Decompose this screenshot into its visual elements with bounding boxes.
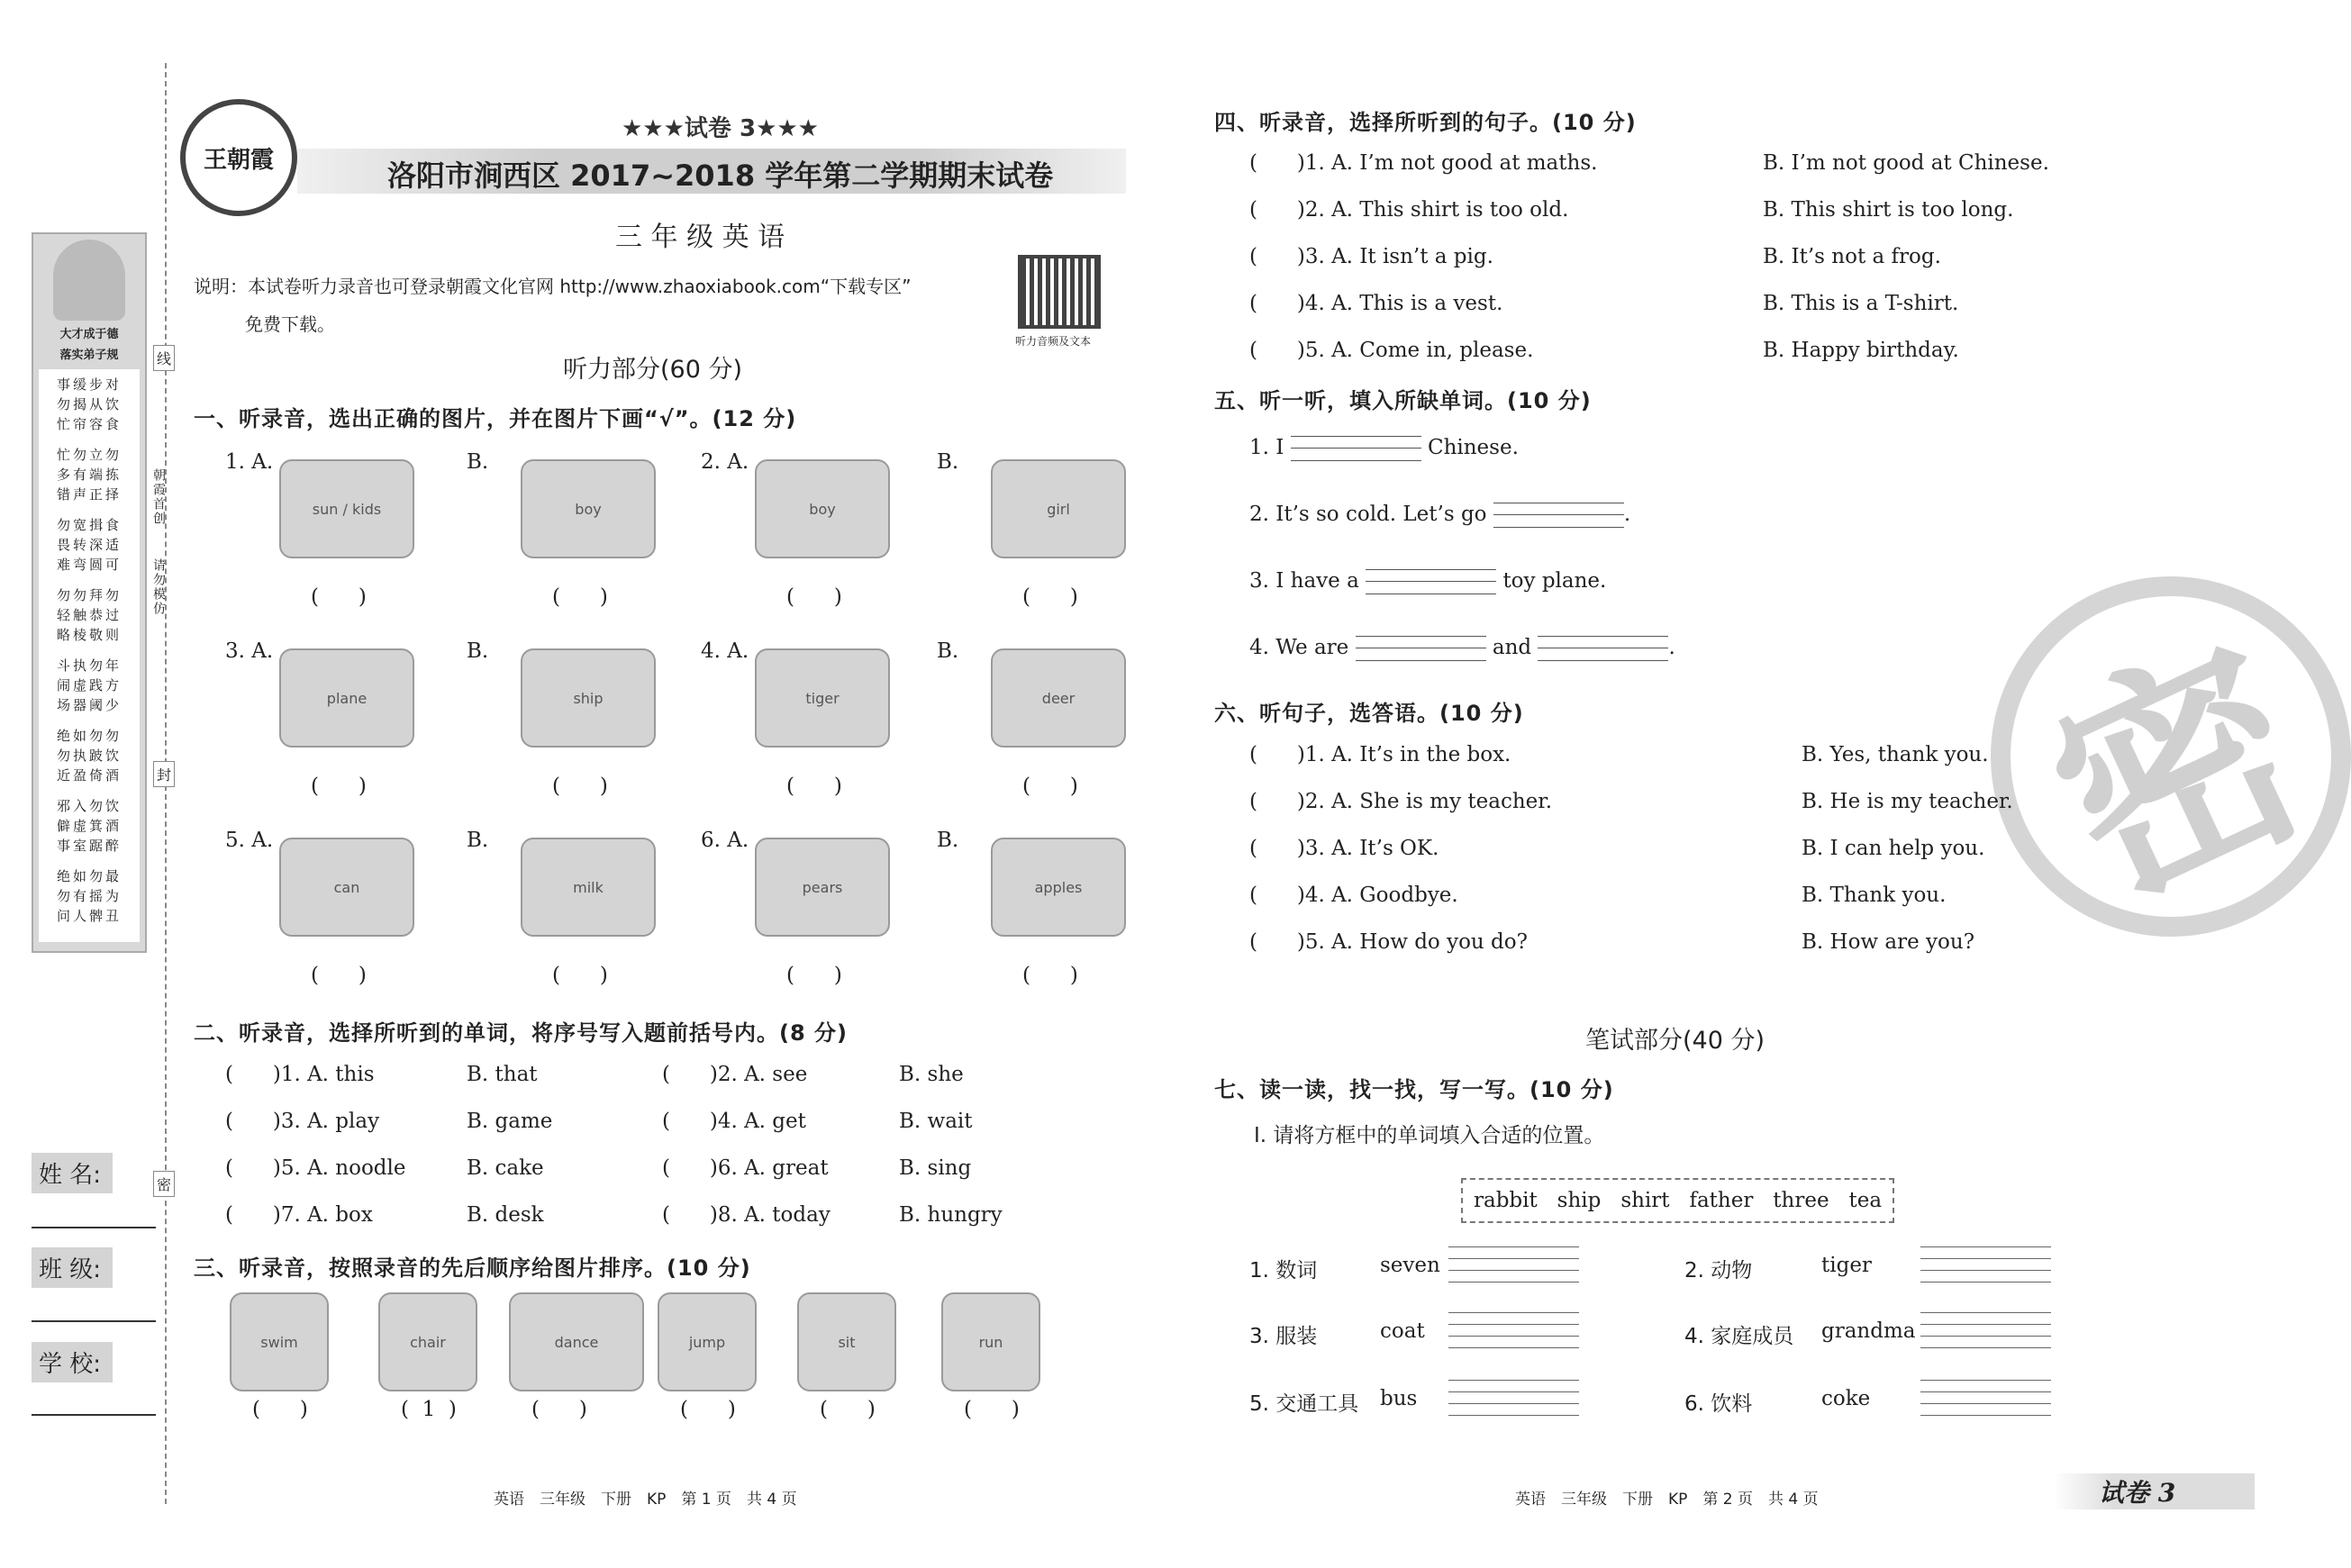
section-2-title: 二、听录音，选择所听到的单词，将序号写入题前括号内。(8 分) bbox=[194, 1020, 848, 1046]
fill-3-blank[interactable] bbox=[1366, 569, 1496, 594]
s7-category: 2. 动物 bbox=[1684, 1259, 1753, 1282]
s4-option-b: B. This is a T-shirt. bbox=[1763, 292, 1959, 315]
s1-picture: deer bbox=[991, 648, 1126, 748]
s1-picture: milk bbox=[521, 838, 656, 937]
s4-option-a[interactable]: ( )5. A. Come in, please. bbox=[1249, 339, 1534, 362]
s4-option-a[interactable]: ( )4. A. This is a vest. bbox=[1249, 292, 1503, 315]
s2-item[interactable]: ( )6. A. great bbox=[662, 1156, 829, 1180]
s1-label: B. bbox=[467, 829, 489, 852]
s1-label: 5. A. bbox=[225, 829, 274, 852]
school-field[interactable] bbox=[32, 1414, 156, 1416]
fill-4-text: 4. We are bbox=[1249, 636, 1349, 659]
s2-item[interactable]: ( )8. A. today bbox=[662, 1203, 831, 1227]
s1-label: B. bbox=[467, 450, 489, 474]
s6-option-b: B. How are you? bbox=[1802, 930, 1975, 954]
poem-line: 勿勿拜勿 bbox=[56, 587, 122, 603]
s3-order-bracket[interactable]: ( 1 ) bbox=[401, 1398, 457, 1421]
s1-label: 4. A. bbox=[701, 639, 749, 663]
s1-answer-bracket[interactable]: ( ) bbox=[786, 964, 842, 987]
s1-label: B. bbox=[467, 639, 489, 663]
s4-option-b: B. It’s not a frog. bbox=[1763, 245, 1941, 268]
s3-picture: swim bbox=[230, 1292, 329, 1391]
poem-line: 畏转深适 bbox=[56, 537, 122, 553]
s6-option-b: B. Thank you. bbox=[1802, 884, 1947, 907]
s1-picture: boy bbox=[755, 459, 890, 558]
s4-option-b: B. Happy birthday. bbox=[1763, 339, 1959, 362]
s1-answer-bracket[interactable]: ( ) bbox=[1022, 964, 1078, 987]
s2-option-b: B. wait bbox=[899, 1110, 973, 1133]
s4-option-b: B. This shirt is too long. bbox=[1763, 198, 2014, 222]
s1-label: 1. A. bbox=[225, 450, 274, 474]
subject-title: 三 年 级 英 语 bbox=[615, 222, 785, 253]
s4-option-a[interactable]: ( )2. A. This shirt is too old. bbox=[1249, 198, 1569, 222]
class-label: 班 级: bbox=[32, 1247, 113, 1288]
s7-write-lines[interactable] bbox=[1920, 1246, 2051, 1282]
poem-line: 绝如勿最 bbox=[56, 868, 122, 884]
s1-answer-bracket[interactable]: ( ) bbox=[786, 775, 842, 798]
poem-line: 勿执跛饮 bbox=[56, 748, 122, 764]
poem-line: 闹虚践方 bbox=[56, 677, 122, 693]
s7-write-lines[interactable] bbox=[1920, 1312, 2051, 1348]
s2-item[interactable]: ( )3. A. play bbox=[225, 1110, 380, 1133]
poem-line: 错声正择 bbox=[56, 486, 122, 503]
s3-order-bracket[interactable]: ( ) bbox=[820, 1398, 876, 1421]
secret-stamp bbox=[1991, 576, 2351, 948]
seal-mark-c: 密 bbox=[153, 1171, 175, 1197]
poem-block bbox=[39, 369, 140, 942]
fill-2-blank[interactable] bbox=[1493, 503, 1624, 528]
s1-answer-bracket[interactable]: ( ) bbox=[311, 775, 367, 798]
instructions-1: 说明：本试卷听力录音也可登录朝霞文化官网 http://www.zhaoxiabook.com“下载专区” bbox=[194, 276, 912, 297]
s1-picture: can bbox=[279, 838, 414, 937]
s1-label: 6. A. bbox=[701, 829, 749, 852]
s1-answer-bracket[interactable]: ( ) bbox=[311, 964, 367, 987]
s1-picture: boy bbox=[521, 459, 656, 558]
s2-item[interactable]: ( )5. A. noodle bbox=[225, 1156, 406, 1180]
class-field[interactable] bbox=[32, 1320, 156, 1322]
s1-picture: girl bbox=[991, 459, 1126, 558]
s2-item[interactable]: ( )7. A. box bbox=[225, 1203, 373, 1227]
word-box: rabbit ship shirt father three tea bbox=[1461, 1178, 1894, 1223]
s6-option-a[interactable]: ( )4. A. Goodbye. bbox=[1249, 884, 1458, 907]
section-4-title: 四、听录音，选择所听到的句子。(10 分) bbox=[1214, 110, 1637, 135]
s3-picture: chair bbox=[378, 1292, 477, 1391]
qr-code bbox=[1018, 255, 1101, 329]
logo-text: 王朝霞 bbox=[203, 146, 274, 174]
s7-category: 1. 数词 bbox=[1249, 1259, 1318, 1282]
poem-line: 勿宽揖食 bbox=[56, 517, 122, 533]
section-7-title: 七、读一读，找一找，写一写。(10 分) bbox=[1214, 1077, 1614, 1102]
fill-1 bbox=[1249, 436, 1519, 461]
paper-number-banner: ★★★试卷 3★★★ bbox=[622, 115, 819, 142]
s6-option-a[interactable]: ( )5. A. How do you do? bbox=[1249, 930, 1528, 954]
s7-category: 6. 饮料 bbox=[1684, 1392, 1753, 1416]
sidebar-panel bbox=[32, 232, 147, 953]
s7-write-lines[interactable] bbox=[1448, 1380, 1579, 1416]
fill-4-dot: . bbox=[1668, 636, 1675, 659]
exam-title: 洛阳市涧西区 2017~2018 学年第二学期期末试卷 bbox=[387, 159, 1054, 193]
s7-write-lines[interactable] bbox=[1448, 1312, 1579, 1348]
s6-option-b: B. He is my teacher. bbox=[1802, 790, 2013, 813]
s2-option-b: B. sing bbox=[899, 1156, 972, 1180]
publisher-logo bbox=[180, 99, 297, 216]
s1-label: B. bbox=[937, 450, 959, 474]
s2-item[interactable]: ( )2. A. see bbox=[662, 1063, 808, 1086]
s1-picture: plane bbox=[279, 648, 414, 748]
s2-item[interactable]: ( )1. A. this bbox=[225, 1063, 375, 1086]
fill-3 bbox=[1249, 569, 1606, 594]
s1-answer-bracket[interactable]: ( ) bbox=[311, 585, 367, 609]
s1-picture: ship bbox=[521, 648, 656, 748]
school-label: 学 校: bbox=[32, 1342, 113, 1382]
slogan-2: 落实弟子规 bbox=[59, 349, 119, 362]
s7-example-word: bus bbox=[1380, 1387, 1418, 1410]
poem-line: 忙勿立勿 bbox=[56, 447, 122, 463]
seal-mark-a: 线 bbox=[153, 345, 175, 371]
s2-option-b: B. she bbox=[899, 1063, 964, 1086]
side-text-a: 朝霞首创 bbox=[151, 468, 166, 526]
fill-4-blank-b[interactable] bbox=[1538, 636, 1668, 661]
poem-line: 勿有摇为 bbox=[56, 888, 122, 904]
s1-answer-bracket[interactable]: ( ) bbox=[1022, 775, 1078, 798]
qr-caption: 听力音频及文本 bbox=[1015, 335, 1092, 348]
s1-label: B. bbox=[937, 639, 959, 663]
instructions-2: 免费下载。 bbox=[245, 313, 335, 335]
slogan-1: 大才成于德 bbox=[59, 328, 119, 341]
poem-line: 僻虚箕酒 bbox=[56, 818, 122, 834]
fill-3-text: 3. I have a bbox=[1249, 569, 1359, 593]
side-text-b: 请勿模仿 bbox=[151, 558, 166, 616]
s1-answer-bracket[interactable]: ( ) bbox=[1022, 585, 1078, 609]
fill-1-text: 1. I bbox=[1249, 436, 1284, 459]
s7-write-lines[interactable] bbox=[1920, 1380, 2051, 1416]
poem-line: 忙帘容食 bbox=[56, 416, 122, 432]
listening-section-title: 听力部分(60 分) bbox=[563, 356, 743, 384]
s1-picture: pears bbox=[755, 838, 890, 937]
s1-answer-bracket[interactable]: ( ) bbox=[552, 585, 608, 609]
fill-2 bbox=[1249, 503, 1630, 528]
corner-label: 试卷 3 bbox=[2099, 1478, 2176, 1508]
fill-4 bbox=[1249, 636, 1675, 661]
poem-line: 多有端拣 bbox=[56, 467, 122, 483]
s7-category: 5. 交通工具 bbox=[1249, 1392, 1359, 1416]
s3-picture: sit bbox=[797, 1292, 896, 1391]
s6-option-a[interactable]: ( )1. A. It’s in the box. bbox=[1249, 743, 1511, 766]
section-1-title: 一、听录音，选出正确的图片，并在图片下画“√”。(12 分) bbox=[194, 406, 797, 431]
s3-order-bracket[interactable]: ( ) bbox=[964, 1398, 1020, 1421]
s2-option-b: B. hungry bbox=[899, 1203, 1003, 1227]
s1-answer-bracket[interactable]: ( ) bbox=[552, 964, 608, 987]
s3-order-bracket[interactable]: ( ) bbox=[680, 1398, 736, 1421]
name-label: 姓 名: bbox=[32, 1153, 113, 1193]
s6-option-b: B. I can help you. bbox=[1802, 837, 1985, 860]
name-field[interactable] bbox=[32, 1227, 156, 1228]
fill-4-and: and bbox=[1492, 636, 1532, 659]
poem-line: 近盈倚酒 bbox=[56, 767, 122, 784]
poem-line: 轻触恭过 bbox=[56, 607, 122, 623]
page-2-footer: 英语 三年级 下册 KP 第 2 页 共 4 页 bbox=[1515, 1491, 1819, 1509]
fill-1-tail: Chinese. bbox=[1427, 436, 1519, 459]
seal-mark-b: 封 bbox=[153, 761, 175, 787]
s7-example-word: coke bbox=[1821, 1387, 1871, 1410]
s7-write-lines[interactable] bbox=[1448, 1246, 1579, 1282]
s1-picture: apples bbox=[991, 838, 1126, 937]
poem-line: 邪入勿饮 bbox=[56, 798, 122, 814]
s1-answer-bracket[interactable]: ( ) bbox=[552, 775, 608, 798]
s3-picture: run bbox=[941, 1292, 1040, 1391]
s3-picture: jump bbox=[658, 1292, 757, 1391]
s7-category: 3. 服装 bbox=[1249, 1325, 1318, 1348]
s4-option-b: B. I’m not good at Chinese. bbox=[1763, 151, 2049, 175]
page-1-footer: 英语 三年级 下册 KP 第 1 页 共 4 页 bbox=[494, 1491, 797, 1509]
fill-2-text: 2. It’s so cold. Let’s go bbox=[1249, 503, 1487, 526]
s7-example-word: tiger bbox=[1821, 1254, 1872, 1277]
s6-option-a[interactable]: ( )3. A. It’s OK. bbox=[1249, 837, 1439, 860]
writing-section-title: 笔试部分(40 分) bbox=[1585, 1027, 1766, 1055]
poem-line: 勿揭从饮 bbox=[56, 396, 122, 412]
s1-label: 3. A. bbox=[225, 639, 274, 663]
poem-line: 场器阈少 bbox=[56, 697, 122, 713]
stamp-glyph: 密 bbox=[2015, 602, 2344, 948]
s1-label: B. bbox=[937, 829, 959, 852]
poem-line: 难弯圆可 bbox=[56, 557, 122, 573]
poem-line: 略棱敬则 bbox=[56, 627, 122, 643]
s2-option-b: B. game bbox=[467, 1110, 553, 1133]
fill-1-blank[interactable] bbox=[1291, 436, 1421, 461]
fill-2-dot: . bbox=[1623, 503, 1631, 526]
poem-line: 事缓步对 bbox=[56, 376, 122, 393]
s3-order-bracket[interactable]: ( ) bbox=[531, 1398, 587, 1421]
s3-order-bracket[interactable]: ( ) bbox=[252, 1398, 308, 1421]
section-5-title: 五、听一听，填入所缺单词。(10 分) bbox=[1214, 388, 1592, 413]
scholar-figure bbox=[53, 240, 125, 321]
s1-label: 2. A. bbox=[701, 450, 749, 474]
s2-item[interactable]: ( )4. A. get bbox=[662, 1110, 806, 1133]
s1-picture: sun / kids bbox=[279, 459, 414, 558]
poem-line: 斗执勿年 bbox=[56, 657, 122, 674]
s2-option-b: B. desk bbox=[467, 1203, 544, 1227]
s4-option-a[interactable]: ( )3. A. It isn’t a pig. bbox=[1249, 245, 1493, 268]
s6-option-a[interactable]: ( )2. A. She is my teacher. bbox=[1249, 790, 1553, 813]
s1-picture: tiger bbox=[755, 648, 890, 748]
poem-line: 事室踞醉 bbox=[56, 838, 122, 854]
fill-4-blank-a[interactable] bbox=[1356, 636, 1486, 661]
s1-answer-bracket[interactable]: ( ) bbox=[786, 585, 842, 609]
s3-picture: dance bbox=[509, 1292, 644, 1391]
section-3-title: 三、听录音，按照录音的先后顺序给图片排序。(10 分) bbox=[194, 1255, 751, 1281]
section-7-subtitle: Ⅰ. 请将方框中的单词填入合适的位置。 bbox=[1254, 1124, 1605, 1147]
s4-option-a[interactable]: ( )1. A. I’m not good at maths. bbox=[1249, 151, 1598, 175]
s7-example-word: seven bbox=[1380, 1254, 1440, 1277]
s6-option-b: B. Yes, thank you. bbox=[1802, 743, 1989, 766]
poem-line: 绝如勿勿 bbox=[56, 728, 122, 744]
s2-option-b: B. cake bbox=[467, 1156, 544, 1180]
s7-example-word: grandma bbox=[1821, 1319, 1916, 1343]
fill-3-tail: toy plane. bbox=[1502, 569, 1607, 593]
s2-option-b: B. that bbox=[467, 1063, 538, 1086]
s7-example-word: coat bbox=[1380, 1319, 1425, 1343]
s7-category: 4. 家庭成员 bbox=[1684, 1325, 1794, 1348]
poem-line: 问人髀丑 bbox=[56, 908, 122, 924]
section-6-title: 六、听句子，选答语。(10 分) bbox=[1214, 701, 1524, 726]
